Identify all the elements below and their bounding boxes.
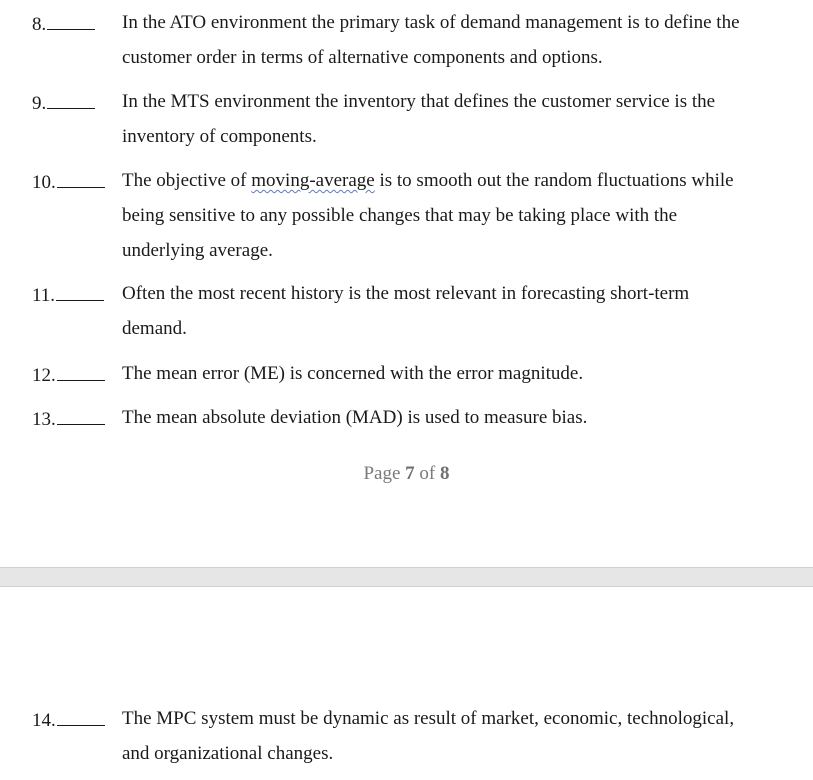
answer-blank[interactable] — [57, 701, 105, 726]
page-footer — [0, 460, 813, 488]
answer-blank[interactable] — [47, 5, 95, 30]
document-page-8 — [0, 587, 813, 780]
question-number: 11. — [32, 285, 56, 306]
statement-line: In the MTS environment the inventory that defines the customer service is the — [122, 91, 716, 112]
statement-line: The MPC system must be dynamic as result of market, economic, technological, — [122, 708, 735, 729]
question-number: 9. — [32, 93, 47, 114]
statement-line: and organizational changes. — [122, 743, 334, 764]
statement-line: inventory of components. — [122, 126, 317, 147]
spellcheck-flagged-word[interactable]: moving-average — [251, 170, 375, 191]
answer-blank[interactable] — [56, 276, 104, 301]
page-separator — [0, 567, 813, 587]
answer-blank[interactable] — [57, 163, 105, 188]
statement-line: The mean absolute deviation (MAD) is used to measure bias. — [122, 407, 588, 428]
question-statement — [122, 5, 792, 75]
question-statement — [122, 163, 792, 268]
question-number: 8. — [32, 14, 47, 35]
answer-blank[interactable] — [57, 400, 105, 425]
question-statement — [122, 356, 792, 391]
question-statement — [122, 400, 792, 435]
question-number: 13. — [32, 409, 56, 430]
page-of-label: of — [414, 463, 440, 484]
answer-blank[interactable] — [57, 356, 105, 381]
question-statement — [122, 701, 792, 771]
statement-line: underlying average. — [122, 240, 273, 261]
question-statement — [122, 276, 792, 346]
statement-line — [122, 163, 792, 198]
statement-line: The mean error (ME) is concerned with the error magnitude. — [122, 363, 584, 384]
question-number: 10. — [32, 172, 56, 193]
statement-text: The objective of — [122, 170, 252, 191]
page-current-number: 7 — [405, 463, 415, 484]
statement-line: customer order in terms of alternative components and options. — [122, 47, 603, 68]
question-number: 14. — [32, 710, 56, 731]
statement-line: demand. — [122, 318, 187, 339]
statement-line: In the ATO environment the primary task of demand management is to define the — [122, 12, 740, 33]
statement-text: is to smooth out the random fluctuations while — [374, 170, 734, 191]
question-statement — [122, 84, 792, 154]
page-label: Page — [363, 463, 406, 484]
statement-line: being sensitive to any possible changes that may be taking place with the — [122, 205, 678, 226]
question-number: 12. — [32, 365, 56, 386]
statement-line: Often the most recent history is the most relevant in forecasting short-term — [122, 283, 690, 304]
page-total-number: 8 — [440, 463, 450, 484]
answer-blank[interactable] — [47, 84, 95, 109]
